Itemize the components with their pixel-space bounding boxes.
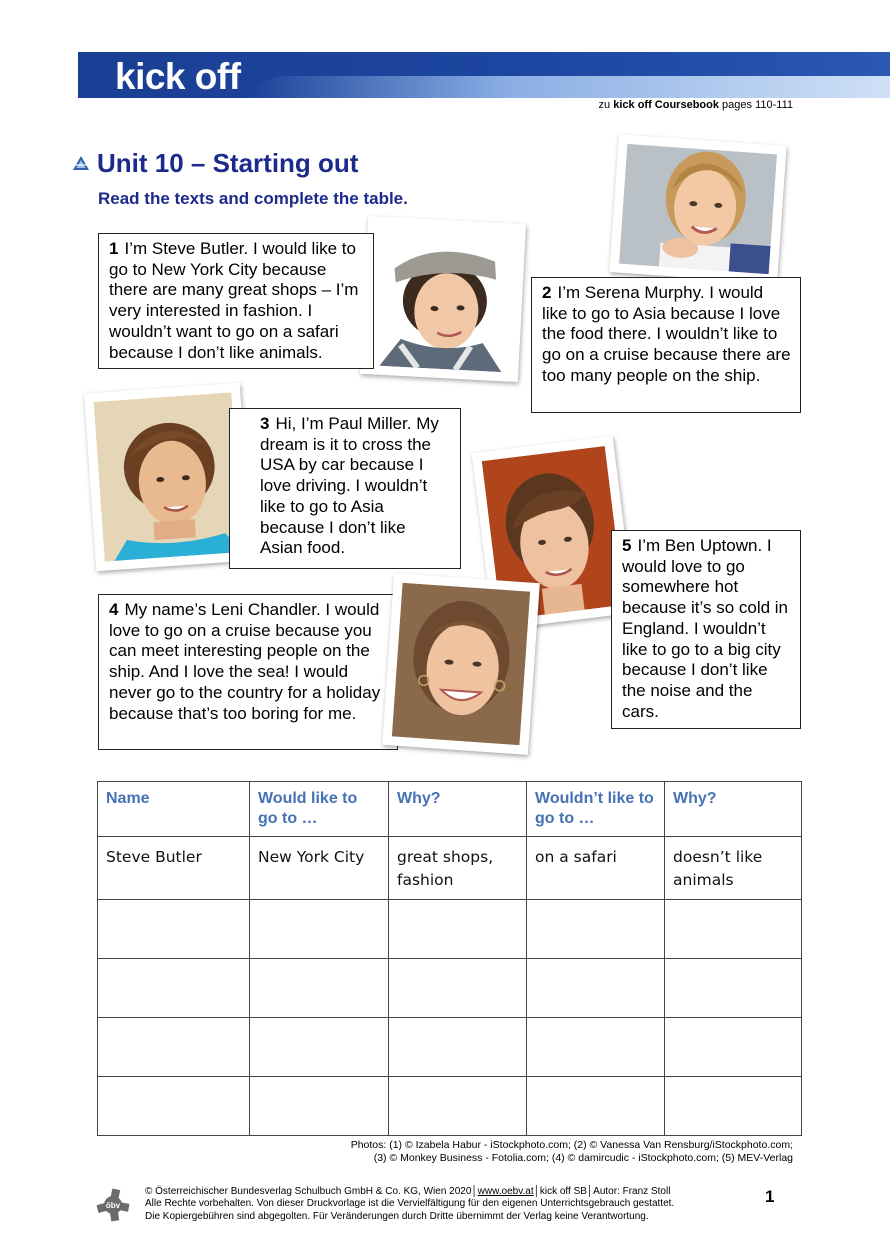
brand-title: kick off bbox=[115, 56, 241, 97]
table-cell[interactable] bbox=[389, 959, 527, 1018]
text-box-5 bbox=[611, 530, 801, 729]
photo-paul bbox=[84, 383, 252, 571]
text-box-1 bbox=[98, 233, 374, 369]
photo-steve bbox=[360, 216, 526, 382]
portrait-boy-brown-hair bbox=[94, 392, 243, 561]
table-cell[interactable] bbox=[250, 959, 389, 1018]
table-cell[interactable] bbox=[250, 1018, 389, 1077]
portrait-girl-smiling bbox=[392, 583, 530, 746]
coursebook-reference: zu kick off Coursebook pages 110-111 bbox=[598, 99, 793, 111]
photo-leni bbox=[382, 573, 540, 755]
header-would-not-like: Wouldn’t like to go to … bbox=[527, 782, 665, 837]
svg-text:öbv: öbv bbox=[105, 1201, 121, 1210]
table-cell[interactable] bbox=[389, 900, 527, 959]
text-body: Hi, I’m Paul Miller. My dream is it to cross the USA by car because I love driving. I wouldn’t like to go to Asia because I don’t like Asian food. bbox=[260, 414, 439, 558]
table-cell[interactable] bbox=[527, 1018, 665, 1077]
text-number: 2 bbox=[542, 283, 552, 302]
table-cell[interactable] bbox=[665, 1018, 802, 1077]
table-row bbox=[98, 837, 802, 900]
portrait-boy-hat bbox=[369, 225, 516, 372]
table-row bbox=[98, 900, 802, 959]
table-cell[interactable]: on a safari bbox=[527, 837, 665, 900]
table-cell[interactable] bbox=[98, 900, 250, 959]
photo-serena bbox=[609, 134, 786, 283]
photo-credits: Photos: (1) © Izabela Habur - iStockphoto.com; (2) © Vanessa Van Rensburg/iStockphoto.com; (3) © Monkey Business - Fotolia.com; (4) © damircudic - iStockphoto.com; (5) MEV-Verlag bbox=[350, 1139, 793, 1164]
table-cell[interactable]: great shops, fashion bbox=[389, 837, 527, 900]
table-cell[interactable]: doesn’t like animals bbox=[665, 837, 802, 900]
table-cell[interactable] bbox=[389, 1077, 527, 1136]
text-box-3 bbox=[229, 408, 461, 569]
table-cell[interactable] bbox=[250, 900, 389, 959]
text-box-4 bbox=[98, 594, 398, 750]
table-cell[interactable]: New York City bbox=[250, 837, 389, 900]
text-body: My name’s Leni Chandler. I would love to go on a cruise because you can meet interesting people on the ship. And I love the sea! I would never go to the country for a holiday because that’s too boring for me. bbox=[109, 600, 381, 723]
table-cell[interactable] bbox=[665, 959, 802, 1018]
header-name: Name bbox=[98, 782, 250, 837]
header-why-not: Why? bbox=[665, 782, 802, 837]
text-body: I’m Serena Murphy. I would like to go to Asia because I love the food there. I wouldn’t like to go on a cruise because there are too many people on the ship. bbox=[542, 283, 791, 385]
text-number: 1 bbox=[109, 239, 119, 258]
table-row bbox=[98, 1018, 802, 1077]
text-number: 3 bbox=[260, 414, 270, 433]
table-cell[interactable] bbox=[527, 1077, 665, 1136]
text-body: I’m Steve Butler. I would like to go to New York City because there are many great shops – I’m very interested in fashion. I wouldn’t want to go on a safari because I don’t like animals. bbox=[109, 239, 359, 362]
header-would-like: Would like to go to … bbox=[250, 782, 389, 837]
table-cell[interactable] bbox=[527, 900, 665, 959]
table-header-row bbox=[98, 782, 802, 837]
table-cell[interactable] bbox=[250, 1077, 389, 1136]
instruction: Read the texts and complete the table. bbox=[98, 189, 408, 208]
header-why: Why? bbox=[389, 782, 527, 837]
text-number: 5 bbox=[622, 536, 632, 555]
text-number: 4 bbox=[109, 600, 119, 619]
portrait-girl-blonde bbox=[619, 144, 777, 274]
table-cell[interactable] bbox=[98, 959, 250, 1018]
text-body: I’m Ben Uptown. I would love to go somewhere hot because it’s so cold in England. I wouldn’t like to go to a big city because I don’t like the noise and the cars. bbox=[622, 536, 789, 721]
table-cell[interactable] bbox=[665, 1077, 802, 1136]
answer-table bbox=[97, 781, 802, 1136]
unit-title: Unit 10 – Starting out bbox=[97, 148, 359, 178]
table-row bbox=[98, 959, 802, 1018]
table-row bbox=[98, 1077, 802, 1136]
table-cell[interactable] bbox=[527, 959, 665, 1018]
table-cell[interactable]: Steve Butler bbox=[98, 837, 250, 900]
text-box-2 bbox=[531, 277, 801, 413]
triangle-icon bbox=[72, 155, 90, 171]
page-number: 1 bbox=[765, 1187, 775, 1206]
table-cell[interactable] bbox=[389, 1018, 527, 1077]
table-cell[interactable] bbox=[665, 900, 802, 959]
table-cell[interactable] bbox=[98, 1077, 250, 1136]
oebv-logo-icon bbox=[96, 1188, 130, 1222]
table-cell[interactable] bbox=[98, 1018, 250, 1077]
banner-swoosh bbox=[250, 76, 890, 98]
footer-copyright: © Österreichischer Bundesverlag Schulbuch GmbH & Co. KG, Wien 2020│www.oebv.at│kick off SB│Autor: Franz Stoll Alle Rechte vorbehalten. Von dieser Druckvorlage ist die Vervielfältigung für den eigenen Unterrichtsgebrauch gestattet. Die Kopiergebühren sind abgegolten. Für Veränderungen durch Dritte übernimmt der Verlag keine Verantwortung. bbox=[145, 1186, 675, 1222]
publisher-link[interactable]: www.oebv.at bbox=[477, 1186, 534, 1197]
